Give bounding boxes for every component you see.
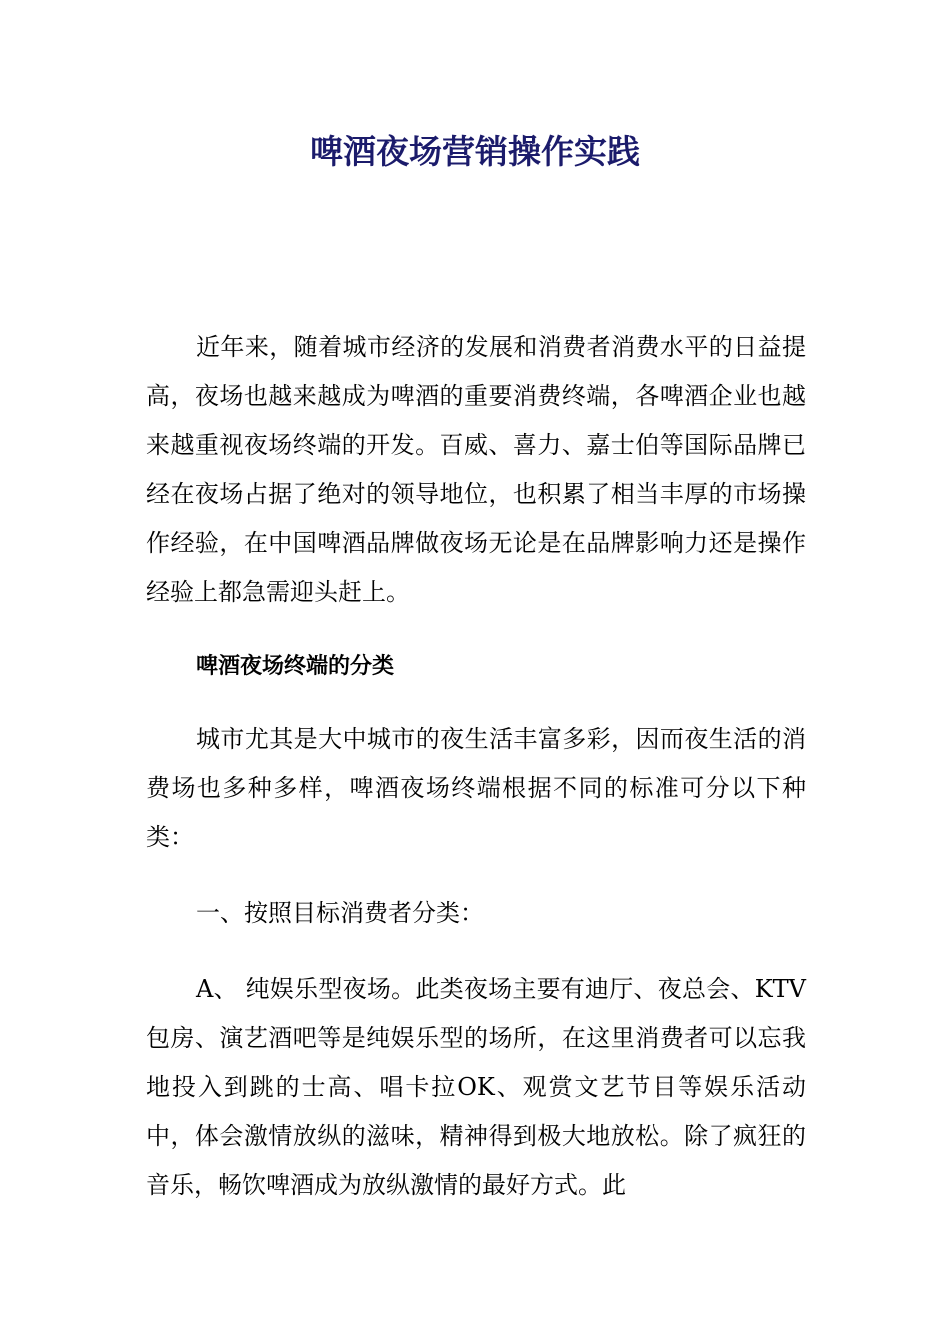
- paragraph-pure-entertainment: A、 纯娱乐型夜场。此类夜场主要有迪厅、夜总会、KTV包房、演艺酒吧等是纯娱乐型的场所，在这里消费者可以忘我地投入到跳的士高、唱卡拉OK、观赏文艺节目等娱乐活动中，体会激情放纵的滋味，精神得到极大地放松。除了疯狂的音乐，畅饮啤酒成为放纵激情的最好方式。此: [146, 975, 806, 1199]
- paragraph-by-target-consumer: 一、按照目标消费者分类：: [196, 899, 484, 927]
- document-body: [146, 323, 806, 1210]
- paragraph-intro: 近年来，随着城市经济的发展和消费者消费水平的日益提高，夜场也越来越成为啤酒的重要消费终端，各啤酒企业也越来越重视夜场终端的开发。百威、喜力、嘉士伯等国际品牌已经在夜场占据了绝对的领导地位，也积累了相当丰厚的市场操作经验，在中国啤酒品牌做夜场无论是在品牌影响力还是操作经验上都急需迎头赶上。: [146, 333, 806, 606]
- paragraph-city-nightlife: 城市尤其是大中城市的夜生活丰富多彩，因而夜生活的消费场也多种多样，啤酒夜场终端根据不同的标准可分以下种类：: [146, 725, 806, 851]
- document-title: 啤酒夜场营销操作实践: [310, 132, 640, 171]
- section-heading-classification: 啤酒夜场终端的分类: [196, 654, 395, 679]
